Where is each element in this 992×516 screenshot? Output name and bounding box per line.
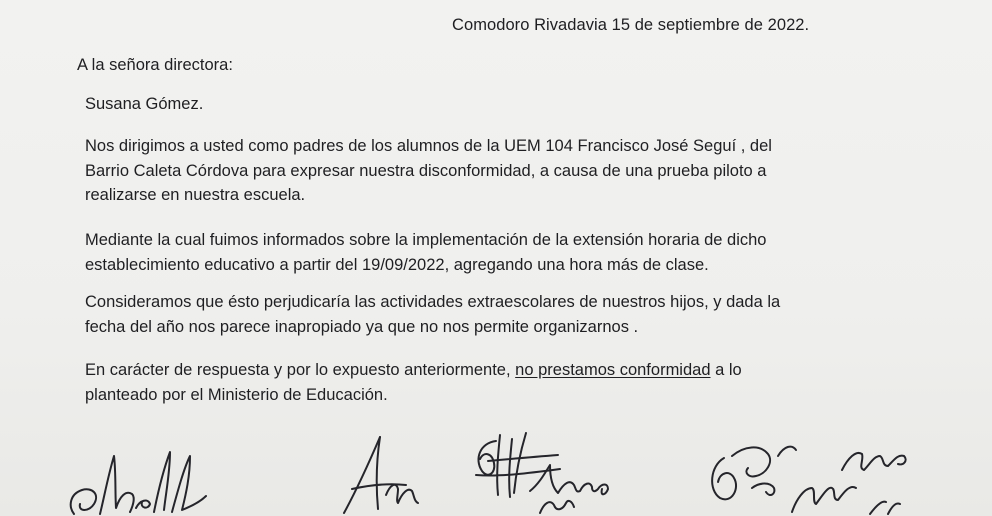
signature-4	[700, 426, 910, 516]
paragraph-concerns	[85, 290, 845, 339]
paragraph-line: realizarse en nuestra escuela.	[85, 186, 306, 204]
paragraph-line: Mediante la cual fuimos informados sobre la implementación de la extensión horaria de dicho	[85, 231, 767, 249]
paragraph-line: Nos dirigimos a usted como padres de los alumnos de la UEM 104 Francisco José Seguí , del	[85, 137, 772, 155]
response-text: En carácter de respuesta y por lo expuesto anteriormente,	[85, 361, 516, 379]
paragraph-schedule-extension	[85, 228, 845, 277]
addressee-name: Susana Gómez.	[85, 95, 204, 113]
response-text-end: a lo	[710, 361, 742, 379]
signature-2	[336, 431, 426, 516]
paragraph-line: establecimiento educativo a partir del 19/09/2022, agregando una hora más de clase.	[85, 255, 709, 274]
paragraph-complaint	[85, 134, 845, 208]
paragraph-line	[85, 358, 845, 383]
paragraph-line: Barrio Caleta Córdova para expresar nuestra disconformidad, a causa de una prueba piloto a	[85, 161, 767, 180]
paragraph-line: Consideramos que ésto perjudicaría las actividades extraescolares de nuestros hijos, y dada la	[85, 293, 781, 311]
paragraph-line: fecha del año nos parece inapropiado ya que no nos permite organizarnos .	[85, 317, 639, 336]
signature-3	[470, 431, 620, 516]
paragraph-line: planteado por el Ministerio de Educación.	[85, 385, 388, 404]
signature-1	[60, 446, 210, 516]
salutation: A la señora directora:	[77, 56, 233, 74]
date-line: Comodoro Rivadavia 15 de septiembre de 2022.	[452, 16, 810, 34]
underlined-phrase: no prestamos conformidad	[515, 361, 711, 379]
paragraph-response	[85, 358, 845, 407]
